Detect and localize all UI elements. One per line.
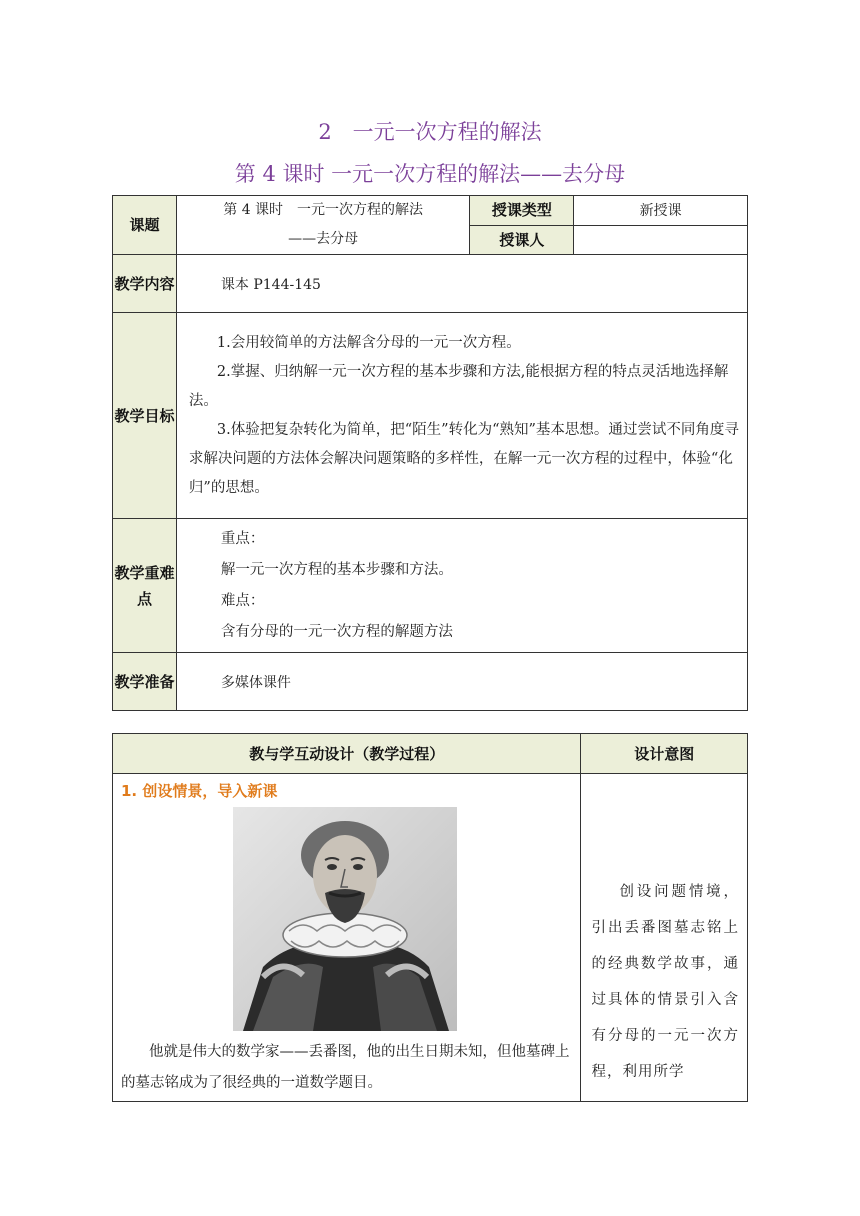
difficulty-value: 含有分母的一元一次方程的解题方法	[220, 623, 453, 640]
key-title: 重点：	[220, 530, 265, 547]
goal-item: 1.会用较简单的方法解含分母的一元一次方程。	[216, 334, 521, 351]
keypoints-label: 教学重难点	[113, 519, 177, 653]
prep-value: 多媒体课件	[176, 653, 747, 711]
diophantus-portrait	[233, 807, 457, 1031]
intent-header: 设计意图	[581, 734, 748, 774]
lesson-type-label: 授课类型	[470, 196, 574, 226]
lesson-info-table	[112, 195, 748, 711]
goals-cell	[176, 313, 747, 519]
teacher-value	[574, 225, 748, 255]
prep-label: 教学准备	[113, 653, 177, 711]
topic-label: 课题	[113, 196, 177, 255]
content-value: 课本 P144-145	[176, 255, 747, 313]
topic-value	[176, 196, 470, 255]
content-label: 教学内容	[113, 255, 177, 313]
lesson-title: 2 一元一次方程的解法	[318, 120, 542, 144]
goal-item: 3.体验把复杂转化为简单，把“陌生”转化为“熟知”基本思想。通过尝试不同角度寻求解决问题的方法体会解决问题策略的多样性，在解一元一次方程的过程中，体验“化归”的思想。	[188, 421, 739, 496]
process-header: 教与学互动设计（教学过程）	[113, 734, 581, 774]
key-value: 解一元一次方程的基本步骤和方法。	[220, 561, 453, 578]
teacher-label: 授课人	[470, 225, 574, 255]
topic-line1: 第 4 课时 一元一次方程的解法	[223, 202, 424, 218]
keypoints-cell	[176, 519, 747, 653]
process-cell	[113, 774, 581, 1102]
teaching-process-table	[112, 733, 748, 1102]
topic-line2: ——去分母	[288, 231, 359, 247]
intro-paragraph: 他就是伟大的数学家——丢番图，他的出生日期未知，但他墓碑上的墓志铭成为了很经典的一道数学题目。	[121, 1044, 570, 1091]
goals-label: 教学目标	[113, 313, 177, 519]
difficulty-title: 难点：	[220, 592, 265, 609]
section-title: 1. 创设情景，导入新课	[121, 782, 278, 800]
lesson-subtitle: 第 4 课时 一元一次方程的解法——去分母	[234, 162, 626, 186]
goal-item: 2.掌握、归纳解一元一次方程的基本步骤和方法,能根据方程的特点灵活地选择解法。	[188, 363, 729, 409]
lesson-type-value: 新授课	[574, 196, 748, 226]
intent-cell: 创设问题情境，引出丢番图墓志铭上的经典数学故事，通过具体的情景引入含有分母的一元一次方程，利用所学	[581, 774, 748, 1102]
